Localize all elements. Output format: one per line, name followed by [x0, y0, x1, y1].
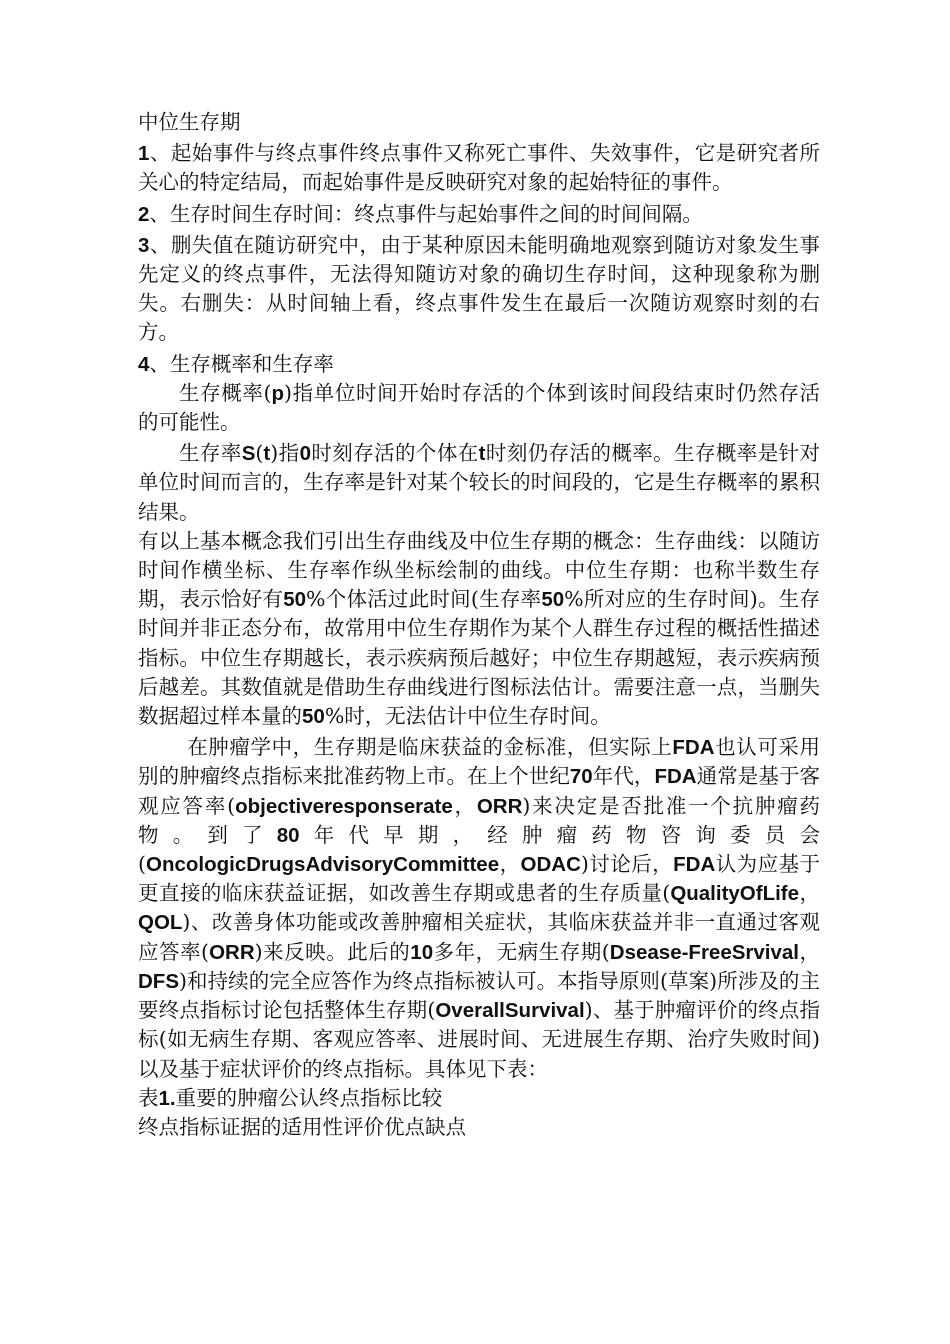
latin-run: ORR: [476, 794, 523, 818]
latin-run: OncologicDrugsAdvisoryCommittee: [146, 853, 500, 877]
latin-run: ORR: [209, 940, 255, 964]
latin-run: QOL: [138, 911, 183, 935]
paragraph-item-4: 4、生存概率和生存率: [138, 351, 334, 376]
latin-run: FDA: [672, 736, 715, 760]
latin-run: 3: [138, 233, 150, 257]
latin-run: 1: [138, 142, 150, 166]
latin-run: 10: [410, 940, 434, 964]
paragraph-survival-rate: 生存率S(t)指0时刻存活的个体在t时刻仍存活的概率。生存概率是针对单位时间而言的，生存率是针对某个较长的时间段的，它是生存概率的累积结果。: [138, 441, 821, 524]
latin-run: ODAC: [520, 853, 581, 877]
paragraph-median-survival: 有以上基本概念我们引出生存曲线及中位生存期的概念：生存曲线：以随访时间作横坐标、生存率作纵坐标绘制的曲线。中位生存期：也称半数生存期，表示恰好有50%个体活过此时间(生存率50%所对应的生存时间)。生存时间并非正态分布，故常用中位生存期作为某个人群生存过程的概括性描述指标。中位生存期越长，表示疾病预后越好；中位生存期越短，表示疾病预后越差。其数值就是借助生存曲线进行图标法估计。需要注意一点，当删失数据超过样本量的50%时，无法估计中位生存时间。: [138, 528, 820, 729]
latin-run: objectiveresponserate: [235, 794, 453, 818]
latin-run: S: [241, 442, 256, 466]
latin-run: 50: [541, 588, 565, 612]
paragraph-item-2: 2、生存时间生存时间：终点事件与起始事件之间的时间间隔。: [138, 201, 703, 226]
latin-run: OverallSurvival: [435, 999, 585, 1023]
paragraph-survival-probability: 生存概率(p)指单位时间开始时存活的个体到该时间段结束时仍然存活的可能性。: [138, 380, 821, 435]
paragraph-item-1: 1、起始事件与终点事件终点事件又称死亡事件、失效事件，它是研究者所关心的特定结局，而起始事件是反映研究对象的起始特征的事件。: [138, 141, 820, 195]
latin-run: 1.: [158, 1086, 176, 1110]
latin-run: QualityOfLife: [670, 882, 800, 906]
latin-run: DFS: [138, 969, 179, 993]
latin-run: 50: [283, 588, 306, 612]
latin-run: 70: [569, 765, 593, 789]
latin-run: FDA: [654, 765, 697, 789]
table-caption: 表1.重要的肿瘤公认终点指标比较: [138, 1085, 443, 1110]
latin-run: FDA: [673, 853, 716, 877]
latin-run: t: [263, 442, 271, 466]
paragraph-item-3: 3、删失值在随访研究中，由于某种原因未能明确地观察到随访对象发生事先定义的终点事件，无法得知随访对象的确切生存时间，这种现象称为删失。右删失：从时间轴上看，终点事件发生在最后一次随访观察时刻的右方。: [138, 232, 820, 345]
latin-run: 0: [299, 442, 311, 466]
document-title: 中位生存期: [138, 110, 241, 134]
latin-run: 4: [138, 352, 150, 376]
latin-run: p: [271, 381, 285, 405]
table-header-row: 终点指标证据的适用性评价优点缺点: [138, 1114, 466, 1139]
latin-run: 80: [276, 823, 300, 847]
document-body: [138, 108, 820, 1142]
latin-run: 50: [302, 705, 325, 729]
paragraph-oncology-endpoints: 在肿瘤学中，生存期是临床获益的金标准，但实际上FDA也认可采用别的肿瘤终点指标来批准药物上市。在上个世纪70年代，FDA通常是基于客观应答率(objectiveresponserate，ORR)来决定是否批准一个抗肿瘤药物。到了80年代早期，经肿瘤药物咨询委员会(OncologicDrugsAdvisoryCommittee，ODAC)讨论后，FDA认为应基于更直接的临床获益证据，如改善生存期或患者的生存质量(QualityOfLife，QOL)、改善身体功能或改善肿瘤相关症状，其临床获益并非一直通过客观应答率(ORR)来反映。此后的10多年，无病生存期(Dsease-FreeSrvival，DFS)和持续的完全应答作为终点指标被认可。本指导原则(草案)所涉及的主要终点指标讨论包括整体生存期(OverallSurvival)、基于肿瘤评价的终点指标(如无病生存期、客观应答率、进展时间、无进展生存期、治疗失败时间)以及基于症状评价的终点指标。具体见下表：: [138, 735, 821, 1081]
latin-run: t: [478, 442, 486, 466]
latin-run: 2: [138, 202, 150, 226]
latin-run: Dsease-FreeSrvival: [609, 940, 799, 964]
